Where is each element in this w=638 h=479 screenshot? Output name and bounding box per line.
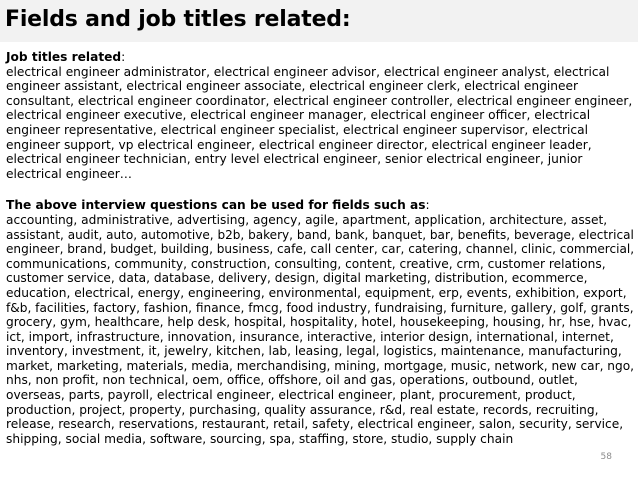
slide-title: Fields and job titles related: [5, 7, 351, 32]
fields-line: assistant, audit, auto, automotive, b2b, bakery, band, bank, banquet, bar, benefits, beverage, electrical [6, 227, 634, 242]
fields-heading-colon: : [425, 198, 430, 213]
job-titles-line: engineer support, vp electrical engineer, electrical engineer director, electrical engineer leader, [6, 137, 592, 152]
job-titles-heading-colon: : [121, 50, 126, 64]
fields-line: customer service, data, database, delivery, design, digital marketing, distribution, ecommerce, [6, 271, 588, 286]
page-number: 58 [600, 452, 612, 462]
job-titles-line: engineer assistant, electrical engineer associate, electrical engineer clerk, electrical engineer [6, 79, 578, 94]
fields-line: release, research, reservations, restaurant, retail, safety, electrical engineer, salon, security, service, [6, 417, 624, 432]
slide-header [0, 0, 638, 42]
fields-line: overseas, parts, payroll, electrical engineer, electrical engineer, plant, procurement, product, [6, 388, 576, 403]
fields-line: accounting, administrative, advertising, agency, agile, apartment, application, architecture, asset, [6, 212, 608, 227]
job-titles-line: consultant, electrical engineer coordinator, electrical engineer controller, electrical engineer engineer, [6, 93, 633, 108]
job-titles-line: electrical engineer technician, entry level electrical engineer, senior electrical engineer, junior [6, 152, 583, 167]
fields-heading [6, 198, 634, 213]
fields-line: engineer, brand, budget, building, business, cafe, call center, car, catering, channel, clinic, commercial, [6, 242, 635, 257]
job-titles-line: electrical engineer administrator, electrical engineer advisor, electrical engineer analyst, electrical [6, 64, 610, 79]
fields-line: education, electrical, energy, engineering, environmental, equipment, erp, events, exhibition, export, [6, 285, 627, 300]
job-titles-line: engineer representative, electrical engineer specialist, electrical engineer supervisor, electrical [6, 122, 588, 137]
job-titles-line: electrical engineer… [6, 166, 132, 181]
section-spacer [6, 181, 634, 198]
fields-line: market, marketing, materials, media, merchandising, mining, mortgage, music, network, new car, ngo, [6, 358, 635, 373]
fields-line: nhs, non profit, non technical, oem, office, offshore, oil and gas, operations, outbound, outlet, [6, 373, 578, 388]
fields-line: grocery, gym, healthcare, help desk, hospital, hospitality, hotel, housekeeping, housing, hr, hse, hvac, [6, 315, 632, 330]
fields-line: communications, community, construction, consulting, content, creative, crm, customer relations, [6, 256, 606, 271]
fields-line: production, project, property, purchasing, quality assurance, r&d, real estate, records, recruiting, [6, 402, 599, 417]
job-titles-list [6, 65, 634, 182]
fields-line: shipping, social media, software, sourcing, spa, staffing, store, studio, supply chain [6, 431, 514, 446]
job-titles-heading [6, 50, 634, 65]
job-titles-line: electrical engineer executive, electrical engineer manager, electrical engineer officer, electrical [6, 108, 591, 123]
fields-line: inventory, investment, it, jewelry, kitchen, lab, leasing, legal, logistics, maintenance, manufacturing, [6, 344, 622, 359]
fields-line: ict, import, infrastructure, innovation, insurance, interactive, interior design, international, internet, [6, 329, 614, 344]
fields-line: f&b, facilities, factory, fashion, finance, fmcg, food industry, fundraising, furniture, gallery, golf, grants, [6, 300, 634, 315]
fields-list [6, 213, 634, 447]
fields-heading-text: The above interview questions can be used for fields such as [6, 198, 426, 213]
job-titles-heading-text: Job titles related [6, 50, 122, 64]
slide-body [6, 50, 634, 446]
